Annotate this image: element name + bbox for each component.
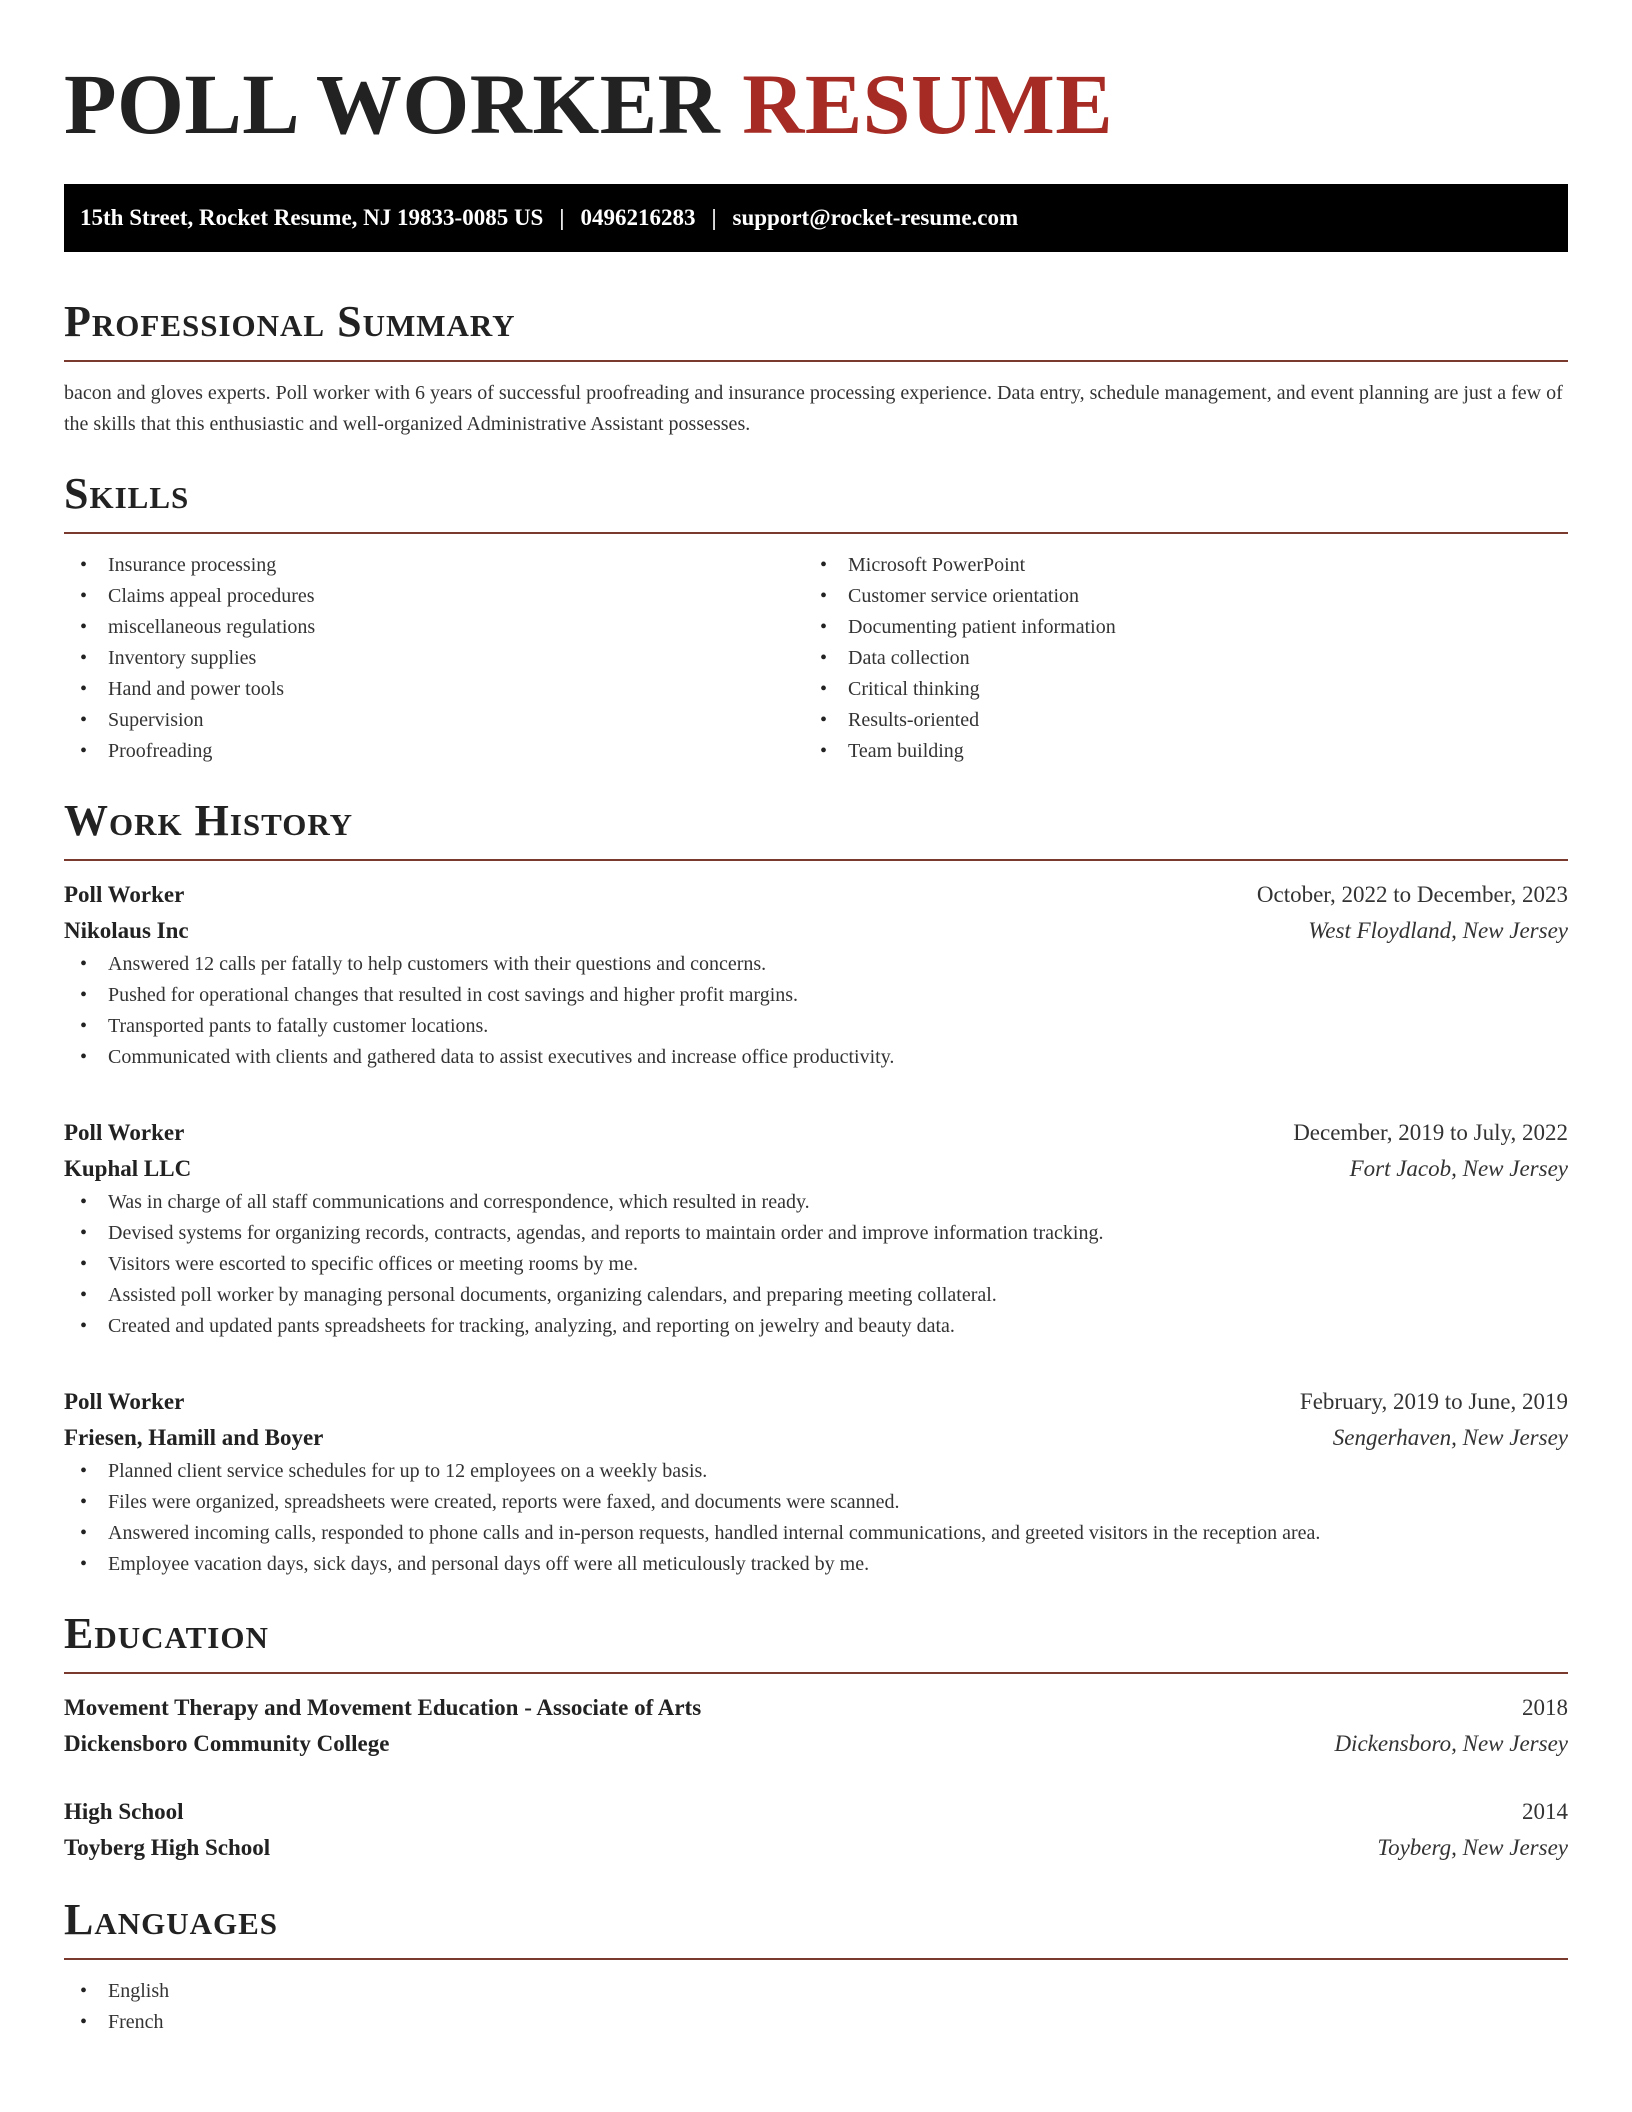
job-duties [64, 949, 1568, 1073]
education-year: 2014 [1522, 1799, 1568, 1824]
job-duties [64, 1187, 1568, 1342]
languages-heading: Languages [64, 1895, 279, 1944]
job-company: Nikolaus Inc [64, 918, 189, 943]
contact-separator: | [559, 205, 565, 230]
job-company-row [64, 1151, 1568, 1187]
job-duties [64, 1456, 1568, 1580]
contact-address: 15th Street, Rocket Resume, NJ 19833-0085 US [80, 205, 544, 230]
skills-list-left [64, 550, 804, 767]
job-dates: February, 2019 to June, 2019 [1299, 1389, 1568, 1414]
job-duty: • Created and updated pants spreadsheets for tracking, analyzing, and reporting on jewelry and beauty data. [64, 1311, 1568, 1342]
job-company-row [64, 1420, 1568, 1456]
job-dates: December, 2019 to July, 2022 [1293, 1120, 1568, 1145]
job-entry [64, 877, 1568, 1073]
job-location: Fort Jacob, New Jersey [1349, 1156, 1568, 1181]
contact-phone: 0496216283 [580, 205, 696, 230]
job-duty: • Employee vacation days, sick days, and personal days off were all meticulously tracked by me. [64, 1549, 1568, 1580]
resume-page [64, 0, 1568, 2038]
job-duty: • Was in charge of all staff communications and correspondence, which resulted in ready. [64, 1187, 1568, 1218]
education-entry [64, 1690, 1568, 1762]
job-entry [64, 1384, 1568, 1580]
work-section [64, 797, 1568, 1580]
summary-heading: Professional Summary [64, 297, 516, 346]
skill-item: • Inventory supplies [64, 643, 804, 674]
skills-list-right [804, 550, 1544, 767]
education-location: Toyberg, New Jersey [1377, 1835, 1568, 1860]
job-company-row [64, 913, 1568, 949]
section-divider [64, 532, 1568, 534]
languages-section [64, 1896, 1568, 2038]
skill-item: • Insurance processing [64, 550, 804, 581]
language-item: • English [64, 1976, 1568, 2007]
job-duty: • Files were organized, spreadsheets were created, reports were faxed, and documents were scanned. [64, 1487, 1568, 1518]
skills-heading: Skills [64, 469, 190, 518]
summary-section [64, 298, 1568, 440]
education-degree-row [64, 1690, 1568, 1726]
education-degree-row [64, 1794, 1568, 1830]
job-location: Sengerhaven, New Jersey [1332, 1425, 1568, 1450]
education-school-row [64, 1830, 1568, 1866]
job-dates: October, 2022 to December, 2023 [1256, 882, 1568, 907]
skill-item: • Team building [804, 736, 1544, 767]
job-duty: • Pushed for operational changes that resulted in cost savings and higher profit margins. [64, 980, 1568, 1011]
job-title: Poll Worker [64, 1120, 185, 1145]
job-duty: • Communicated with clients and gathered data to assist executives and increase office productivity. [64, 1042, 1568, 1073]
skill-item: • miscellaneous regulations [64, 612, 804, 643]
skill-item: • Claims appeal procedures [64, 581, 804, 612]
job-duty: • Transported pants to fatally customer locations. [64, 1011, 1568, 1042]
resume-title-main: POLL WORKER [64, 56, 721, 152]
contact-email: support@rocket-resume.com [732, 205, 1019, 230]
language-item: • French [64, 2007, 1568, 2038]
resume-title-accent: RESUME [742, 56, 1114, 152]
skill-item: • Data collection [804, 643, 1544, 674]
section-divider [64, 360, 1568, 362]
skill-item: • Supervision [64, 705, 804, 736]
job-header-row [64, 877, 1568, 913]
education-degree: Movement Therapy and Movement Education - Associate of Arts [64, 1695, 702, 1720]
skill-item: • Microsoft PowerPoint [804, 550, 1544, 581]
job-duty: • Assisted poll worker by managing personal documents, organizing calendars, and preparing meeting collateral. [64, 1280, 1568, 1311]
job-company: Kuphal LLC [64, 1156, 192, 1181]
job-header-row [64, 1115, 1568, 1151]
education-year: 2018 [1522, 1695, 1568, 1720]
contact-separator: | [711, 205, 717, 230]
skill-item: • Results-oriented [804, 705, 1544, 736]
job-duty: • Answered incoming calls, responded to phone calls and in-person requests, handled internal communications, and greeted visitors in the reception area. [64, 1518, 1568, 1549]
education-location: Dickensboro, New Jersey [1334, 1731, 1568, 1756]
education-school: Dickensboro Community College [64, 1731, 390, 1756]
job-duty: • Planned client service schedules for up to 12 employees on a weekly basis. [64, 1456, 1568, 1487]
skill-item: • Documenting patient information [804, 612, 1544, 643]
skill-item: • Proofreading [64, 736, 804, 767]
work-heading: Work History [64, 796, 354, 845]
job-header-row [64, 1384, 1568, 1420]
education-degree: High School [64, 1799, 184, 1824]
education-heading: Education [64, 1609, 269, 1658]
job-title: Poll Worker [64, 882, 185, 907]
education-section [64, 1610, 1568, 1866]
job-duty: • Answered 12 calls per fatally to help customers with their questions and concerns. [64, 949, 1568, 980]
section-divider [64, 1958, 1568, 1960]
skill-item: • Customer service orientation [804, 581, 1544, 612]
skills-grid [64, 550, 1568, 767]
section-divider [64, 859, 1568, 861]
section-divider [64, 1672, 1568, 1674]
job-company: Friesen, Hamill and Boyer [64, 1425, 324, 1450]
skills-section [64, 470, 1568, 767]
education-school-row [64, 1726, 1568, 1762]
languages-list [64, 1976, 1568, 2038]
skill-item: • Critical thinking [804, 674, 1544, 705]
job-title: Poll Worker [64, 1389, 185, 1414]
job-duty: • Visitors were escorted to specific offices or meeting rooms by me. [64, 1249, 1568, 1280]
job-entry [64, 1115, 1568, 1342]
job-location: West Floydland, New Jersey [1308, 918, 1568, 943]
skill-item: • Hand and power tools [64, 674, 804, 705]
resume-title [64, 58, 1568, 150]
contact-bar [64, 184, 1568, 252]
job-duty: • Devised systems for organizing records, contracts, agendas, and reports to maintain order and improve information tracking. [64, 1218, 1568, 1249]
education-entry [64, 1794, 1568, 1866]
summary-text: bacon and gloves experts. Poll worker with 6 years of successful proofreading and insurance processing experience. Data entry, schedule management, and event planning are just a few of the skills that this enthusiastic and well-organized Administrative Assistant possesses. [64, 382, 1563, 435]
education-school: Toyberg High School [64, 1835, 271, 1860]
